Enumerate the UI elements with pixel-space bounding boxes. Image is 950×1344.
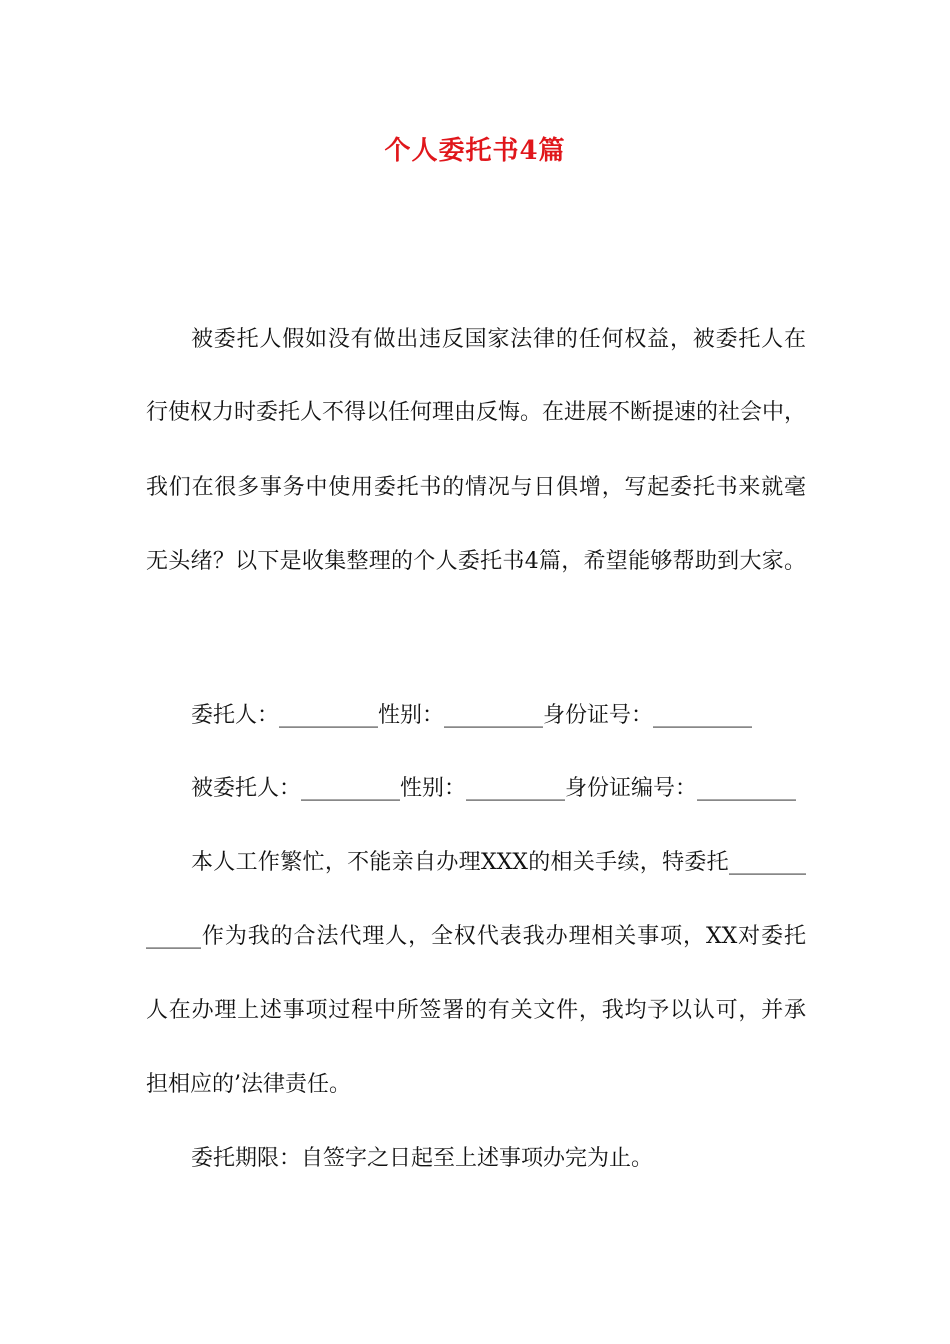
intro-line-4: 无头绪？以下是收集整理的个人委托书4篇，希望能够帮助到大家。	[146, 549, 806, 574]
term-line: 委托期限：自签字之日起至上述事项办完为止。	[191, 1146, 654, 1171]
document-title: 个人委托书4篇	[384, 136, 566, 166]
form-line-agent: 被委托人：_________性别：_________身份证编号：_________	[191, 776, 797, 801]
body-line-3: 人在办理上述事项过程中所签署的有关文件，我均予以认可，并承	[146, 998, 806, 1023]
intro-line-2: 行使权力时委托人不得以任何理由反悔。在进展不断提速的社会中，	[146, 400, 807, 425]
form-line-principal: 委托人：_________性别：_________身份证号：_________	[191, 703, 753, 728]
intro-line-1: 被委托人假如没有做出违反国家法律的任何权益，被委托人在	[191, 327, 806, 352]
body-line-4: 担相应的’法律责任。	[146, 1072, 351, 1097]
body-line-1: 本人工作繁忙，不能亲自办理XXX的相关手续，特委托_______	[191, 850, 806, 875]
body-line-2: _____作为我的合法代理人，全权代表我办理相关事项，XX对委托	[146, 924, 806, 949]
intro-line-3: 我们在很多事务中使用委托书的情况与日俱增，写起委托书来就毫	[146, 475, 806, 500]
